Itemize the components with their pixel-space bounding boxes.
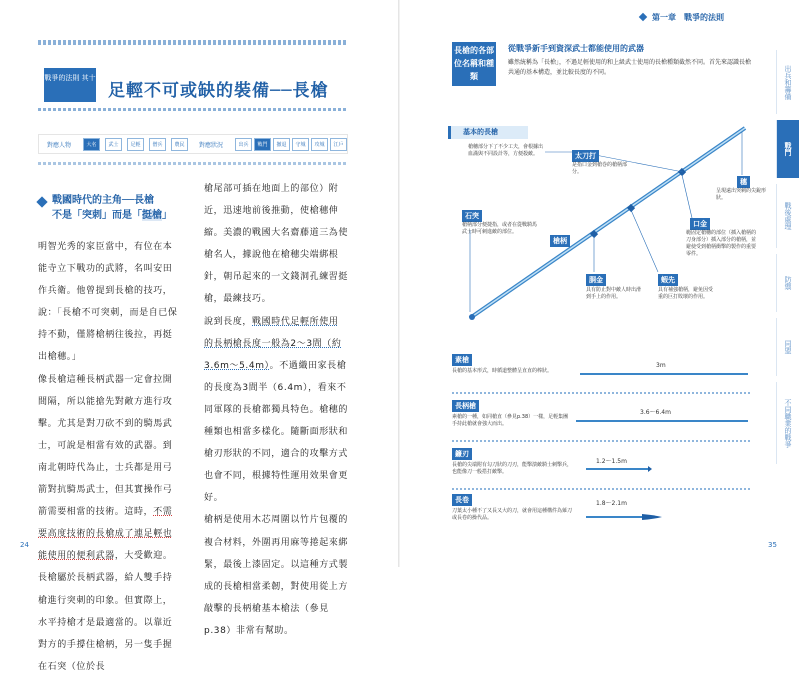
kuchigane-note: 範固定槍穗的部位（插入槍柄的刀身部分）插入部分的槍柄，並避使受到槍柄衝擊的製作的重要零件。 — [686, 230, 757, 257]
topic-box: 長槍的各部位名稱和種類 — [452, 42, 496, 86]
text: ，大受歡迎。 — [114, 551, 173, 562]
situation-2: 戰鬥 — [254, 138, 271, 151]
situation-6: 江戶 — [330, 138, 347, 151]
nagamaki-blade — [642, 514, 662, 520]
side-tab-2-active[interactable]: 戰鬥 — [776, 120, 799, 178]
situations-label: 對應狀況 — [199, 142, 224, 149]
tachi-note: 是指口金到槍巻的槍柄部分。 — [572, 162, 628, 175]
section-heading — [38, 193, 178, 223]
side-tab-6[interactable]: 不同職業的戰爭 — [776, 382, 799, 464]
ishizuki-note: 槍柄部分便捷指，或者在從戰騎馬武士時可刺進敵的部位。 — [462, 222, 538, 235]
side-tab-5[interactable]: 同盟 — [776, 318, 799, 376]
text: 說到長度， — [204, 316, 253, 327]
divider — [452, 440, 752, 442]
subheading: 從戰爭新手到資深武士都能使用的武器 — [508, 44, 644, 53]
text: 。不過織田家長槍的長度為3間半（6.4m），看來不同軍隊的長槍都獨具特色。槍穗的種類也相當多樣化。隨斷面形狀和槍刃形狀的不同，適合的攻擊方式也會不同，根據特性運用效果會更好。 — [204, 360, 349, 504]
type-nagaeyari: 長柄槍 — [452, 400, 479, 412]
target-monk: 僧兵 — [149, 138, 166, 151]
title-rule — [38, 108, 348, 111]
decorative-rule — [38, 40, 348, 45]
target-samurai: 武士 — [105, 138, 122, 151]
side-tab-1[interactable]: 出兵和籌備 — [776, 50, 799, 114]
label-ishizuki: 石突 — [462, 210, 482, 222]
paragraph: 明智光秀的家臣當中，有位在本能寺立下戰功的武將，名叫安田作兵衛。他曾提到長槍的技巧，說：「長槍不可突刺，而是自已保持不動，僅將槍柄往後拉，再挺出槍穗。」 — [38, 242, 178, 363]
heading-part: 」 — [162, 210, 172, 221]
leader-line — [631, 210, 658, 272]
label-tachi: 太刀打 — [572, 150, 599, 162]
length-label: 1.8～2.1m — [596, 500, 627, 507]
chapter-header: 第一章 戰爭的法則 — [652, 13, 724, 22]
target-farmer: 農民 — [171, 138, 188, 151]
target-ashigaru: 足輕 — [127, 138, 144, 151]
targets-label: 對應人物 — [47, 142, 72, 149]
situation-1: 出兵 — [235, 138, 252, 151]
length-label: 3.6～6.4m — [640, 409, 671, 416]
kama-yari-blade — [648, 466, 652, 472]
type-su-yari: 素槍 — [452, 354, 472, 366]
left-page — [0, 0, 399, 672]
dougane-note: 具有防止對中敵人時出滑到手上的作用。 — [586, 287, 642, 300]
type-kama-yari: 鐮刃 — [452, 448, 472, 460]
type-note: 刀葉太小種不了又長又大的刀，就會用這種構件為薙刀或長卷的操代品。 — [452, 508, 573, 521]
dougane-ring — [592, 232, 596, 236]
page-number: 24 — [20, 541, 29, 549]
tip-note: 槍穗部分下了不少工夫，會根據出血滿與不同設計等，方便殺敵。 — [468, 144, 544, 157]
label-kuchigane: 口金 — [690, 218, 710, 230]
heading-line-1: 戰國時代的主角──長槍 — [52, 195, 155, 206]
band-ring — [629, 206, 633, 210]
divider — [452, 488, 752, 490]
type-nagamaki: 長卷 — [452, 494, 472, 506]
body-column-2 — [204, 178, 348, 642]
basic-spear-label: 基本的長槍 — [448, 126, 528, 139]
target-daimyo: 大名 — [83, 138, 100, 151]
emphasis: 不需要高度技術的長槍成了連足輕也能使用的便利武器 — [38, 507, 173, 562]
page-number: 35 — [768, 541, 777, 549]
situation-3: 撤退 — [273, 138, 290, 151]
length-label: 1.2～1.5m — [596, 458, 627, 465]
body-column-1 — [38, 236, 180, 678]
situation-4: 守城 — [292, 138, 309, 151]
chapter-side-tabs — [776, 40, 799, 530]
heading-part: 不是「突刺」而是「 — [52, 210, 142, 221]
label-dougane: 胴金 — [586, 274, 606, 286]
heading-highlight: 挺槍 — [142, 210, 162, 221]
section-rule — [38, 162, 348, 165]
situation-5: 攻城 — [311, 138, 328, 151]
label-shaft: 槍柄 — [550, 235, 570, 247]
side-tab-3[interactable]: 戰後處理 — [776, 184, 799, 248]
paragraph: 槍尾部可插在地面上的部位）附近，迅速地前後推動，使槍穗伸縮。美濃的戰國大名齋藤道三為使槍名人，據說他在槍穗尖端綁根針，朝吊起來的一文錢洞孔練習挺槍，最練技巧。 — [204, 184, 349, 305]
type-note: 長槍的尖端附有勾刀狀的刀刃，能擊溃敵騎士刺擊兵，也能像刀一般搭打敵擊。 — [452, 462, 573, 475]
page-title: 足輕不可或缺的裝備──長槍 — [108, 81, 329, 101]
paragraph: 槍柄是使用木芯周圍以竹片包覆的複合材料，外圍再用麻等捲起來綁緊，最後上漆固定。以這種方式製成的長槍相當柔韌，對使用從上方敲擊的長柄槍基本槍法（參見p.38）非常有幫助。 — [204, 515, 349, 636]
rule-tag: 戰爭的法則 其十 — [44, 68, 96, 102]
intro-text: 雖然統稱為「長槍」，不過足輕使用的和上級武士使用的長槍種類截然不同。首先來認識長槍共通的基本構造，並比較長度的不同。 — [508, 59, 752, 76]
side-tab-4[interactable]: 防禦 — [776, 254, 799, 312]
right-page — [400, 0, 799, 567]
divider — [452, 392, 752, 394]
emphasis: 戰國時代足輕所使用的長柄槍長度一般為2～3間（約3.6m～5.4m） — [204, 316, 342, 371]
paragraph — [204, 311, 348, 510]
ishizuki-end — [469, 314, 475, 320]
leader-line — [682, 175, 692, 218]
label-ho: 穗 — [737, 176, 750, 188]
length-label: 3m — [656, 362, 666, 369]
ho-note: 呈現遠出突刺的尖銳形狀。 — [716, 188, 767, 201]
heading-line-2 — [38, 208, 178, 223]
paragraph: 長槍屬於長柄武器，給人雙手持槍進行突刺的印象。但實際上，水平持槍才是最適當的。以靠近對方的手撐住槍柄，另一隻手握在石突（位於長 — [38, 573, 173, 672]
applicable-targets — [38, 134, 348, 154]
label-kuwa: 蝦先 — [658, 274, 678, 286]
paragraph — [38, 369, 180, 568]
text: 像長槍這種長柄武器一定會拉開間隔，所以能搶先對敵方進行攻擊。尤其是對刀砍不到的騎馬武士，可說是相當有效的武器。到南北朝時代為止，士兵都是用弓箭對抗騎馬武士，但其實操作弓箭需要相當的技術。這時， — [38, 374, 173, 518]
kuwa-note: 具有補強槍柄，避免因受重的巨打敗壞的作用。 — [658, 287, 714, 300]
type-note: 素槍的一種，如同槍直（參見p.38）一樣，足輕集團手持此槍就會強大而出。 — [452, 414, 569, 427]
type-note: 長槍的基本形式，時循道整體呈直直的棒狀。 — [452, 368, 553, 374]
